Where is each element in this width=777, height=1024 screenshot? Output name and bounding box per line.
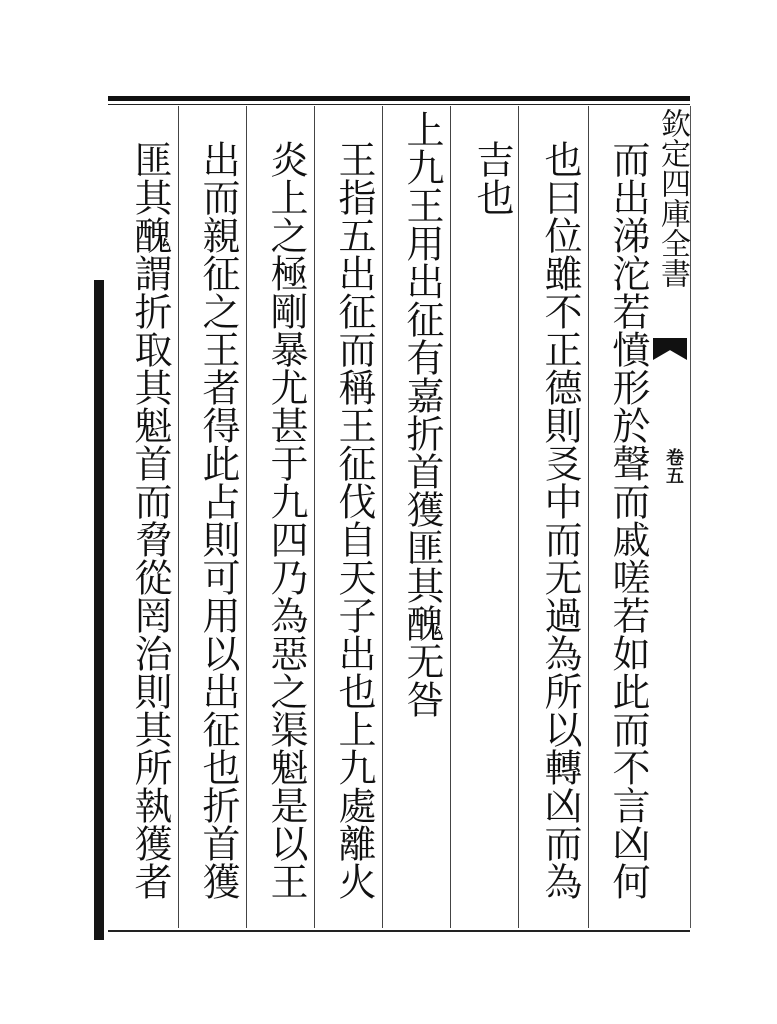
column-rule: [382, 106, 383, 928]
column-rule: [246, 106, 247, 928]
column-rule: [450, 106, 451, 928]
text-column-5: 王指五出征而稱王征伐自天子出也上九處離火: [332, 140, 376, 900]
text-column-2: 也曰位雖不正德則㕛中而无過為所以轉凶而為: [538, 140, 582, 900]
text-column-8: 匪其醜謂折取其魁首而脅從罔治則其所執獲者: [128, 140, 172, 900]
column-rule: [518, 106, 519, 928]
text-column-1: 而出涕沱若憤形於聲而戚嗟若如此而不言凶何: [606, 140, 650, 900]
fishtail-mark: [653, 338, 687, 360]
top-border-inner: [108, 104, 690, 105]
top-border: [108, 96, 690, 101]
column-rule: [178, 106, 179, 928]
text-column-7: 出而親征之王者得此占則可用以出征也折首獲: [196, 140, 240, 900]
margin-rule: [690, 106, 691, 928]
column-rule: [588, 106, 589, 928]
text-column-4: 上九王用出征有嘉折首獲匪其醜无咎: [400, 110, 444, 718]
column-rule: [314, 106, 315, 928]
margin-title: 欽定四庫全書: [655, 108, 690, 288]
left-border: [94, 280, 104, 940]
margin-juan: 卷五: [663, 448, 684, 484]
text-column-3: 吉也: [470, 140, 514, 216]
text-column-6: 炎上之極剛暴尤甚于九四乃為惡之渠魁是以王: [264, 140, 308, 900]
bottom-border: [108, 930, 690, 932]
